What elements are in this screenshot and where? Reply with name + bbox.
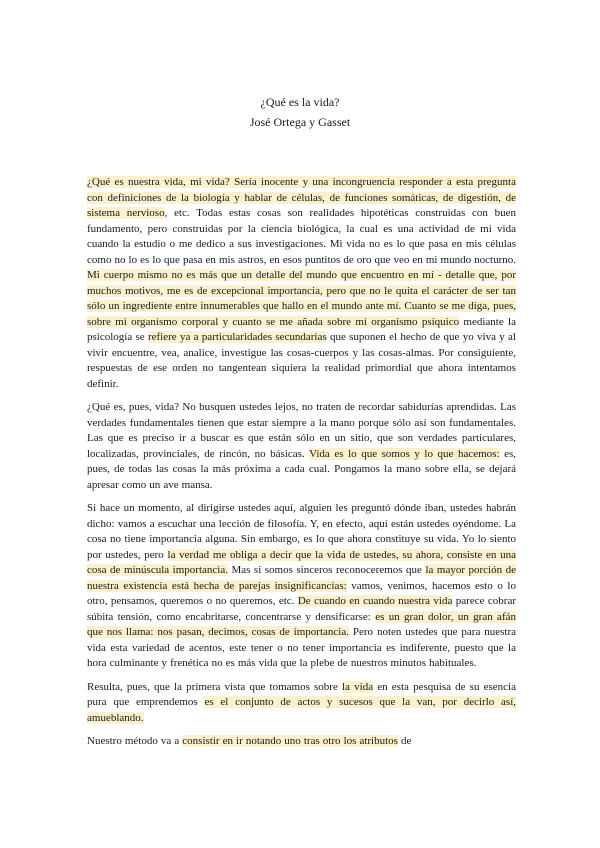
highlighted-text: la mayor porción de nuestra existencia está hecha de parejas insignificancias:: [87, 564, 516, 592]
document-title: ¿Qué es la vida?: [260, 95, 340, 109]
highlighted-text: consistir en ir notando uno tras otro los atributos: [182, 735, 398, 747]
title-block: [0, 92, 600, 132]
document-body: [87, 175, 516, 758]
text-segment: Nuestro método va a: [87, 735, 183, 747]
highlighted-text: - detalle que, por muchos motivos, me es de excepcional importancia, pero que no le quita el carácter de ser tan sólo un ingrediente entre innumerables que hallo en el mundo ante mí. Cuanto se me diga, pues, sobre mi organismo corporal y cuanto se me añada sobre mi organismo psíquico: [87, 269, 516, 328]
paragraph: [87, 400, 516, 493]
text-segment: parece cobrar súbita tensión, como encabritarse, concentrarse y densificarse:: [87, 595, 516, 623]
text-segment: vamos, venimos, hacemos esto o lo otro, pensamos, queremos o no queremos, etc.: [87, 579, 516, 607]
text-segment: ¿Qué es, pues, vida? No busquen ustedes lejos, no traten de recordar sabidurías aprendidas. Las verdades fundamentales tienen que estar siempre a la mano porque sólo así son fundamentales. Las que es preciso ir a buscar es que están sólo en un sitio, que son verdades particulares, localizadas, provinciales, de rincón, no básicas.: [87, 401, 516, 460]
highlighted-text: la verdad me obliga a decir que la vida de ustedes, su ahora, consiste en una cosa de minúscula importancia.: [87, 548, 516, 576]
highlighted-text: ¿Qué es nuestra vida, mi vida?: [87, 176, 235, 188]
highlighted-text: la vida: [342, 680, 374, 693]
highlighted-text: Vida es lo que somos y lo que hacemos:: [309, 447, 500, 460]
highlighted-text: refiere ya a particularidades secundarias: [147, 331, 327, 343]
text-segment: mediante la psicología se: [87, 315, 516, 343]
paragraph: [87, 734, 516, 750]
text-segment: Si hace un momento, al dirigirse ustedes aquí, alguien les preguntó dónde iban, ustedes habrán dicho: vamos a escuchar una lección de filosofía. Y, en efecto, aquí están ustedes oyéndome. La cosa no tiene importancia alguna. Sin embargo, es lo que ahora constituye su vida. Yo lo siento por ustedes, pero: [87, 502, 516, 561]
highlighted-text: De cuando en cuando nuestra vida: [297, 595, 453, 607]
highlighted-text: Sería inocente y una incongruencia responder a esta pregunta con definiciones de la biología y hablar de células, de funciones somáticas, de digestión, de sistema nervioso: [87, 176, 516, 219]
highlighted-text: es el conjunto de actos y sucesos que la van, por decirlo así, amueblando.: [87, 696, 517, 724]
text-segment: , etc. Todas estas cosas son realidades hipotéticas construidas con buen fundamento, pero construidas por la ciencia biológica, la cual es una actividad de mi vida cuando la estudio o me dedico a sus investigaciones. Mi vida no es lo que pasa en mis células como no lo es lo que pasa en mis astros, en esos puntitos de oro que veo en mi mundo nocturno.: [87, 207, 516, 266]
highlighted-text: Mi cuerpo mismo no es más que un detalle del mundo que encuentro en mí: [87, 269, 435, 281]
text-segment: Pero noten ustedes que para nuestra vida esta variedad de acentos, este tener o no tener importancia es indiferente, puesto que la hora culminante y frenética no es más vida que la plebe de nuestros minutos habituales.: [87, 626, 517, 669]
text-segment: Resulta, pues, que la primera vista que tomamos sobre: [87, 680, 343, 693]
text-segment: de: [397, 735, 412, 747]
highlighted-text: es un gran dolor, un gran afán que nos llama: nos pasan, decimos, cosas de importancia.: [87, 610, 516, 638]
paragraph: [87, 501, 516, 672]
text-segment: Mas si somos sinceros reconoceremos que: [227, 564, 426, 576]
text-segment: en esta pesquisa de su esencia pura que emprendemos: [87, 680, 516, 708]
paragraph: [87, 680, 516, 727]
paragraph: [87, 175, 516, 392]
document-author: José Ortega y Gasset: [249, 115, 351, 129]
text-segment: que suponen el hecho de que yo viva y al vivir encuentre, vea, analice, investigue las cosas-cuerpos y las cosas-almas. Por consiguiente, respuestas de ese orden no tangentean siquiera la realidad primordial que ahora intentamos definir.: [87, 331, 516, 390]
text-segment: es, pues, de todas las cosas la más próxima a cada cual. Pongamos la mano sobre ella, se dejará apresar como un ave mansa.: [87, 447, 516, 491]
